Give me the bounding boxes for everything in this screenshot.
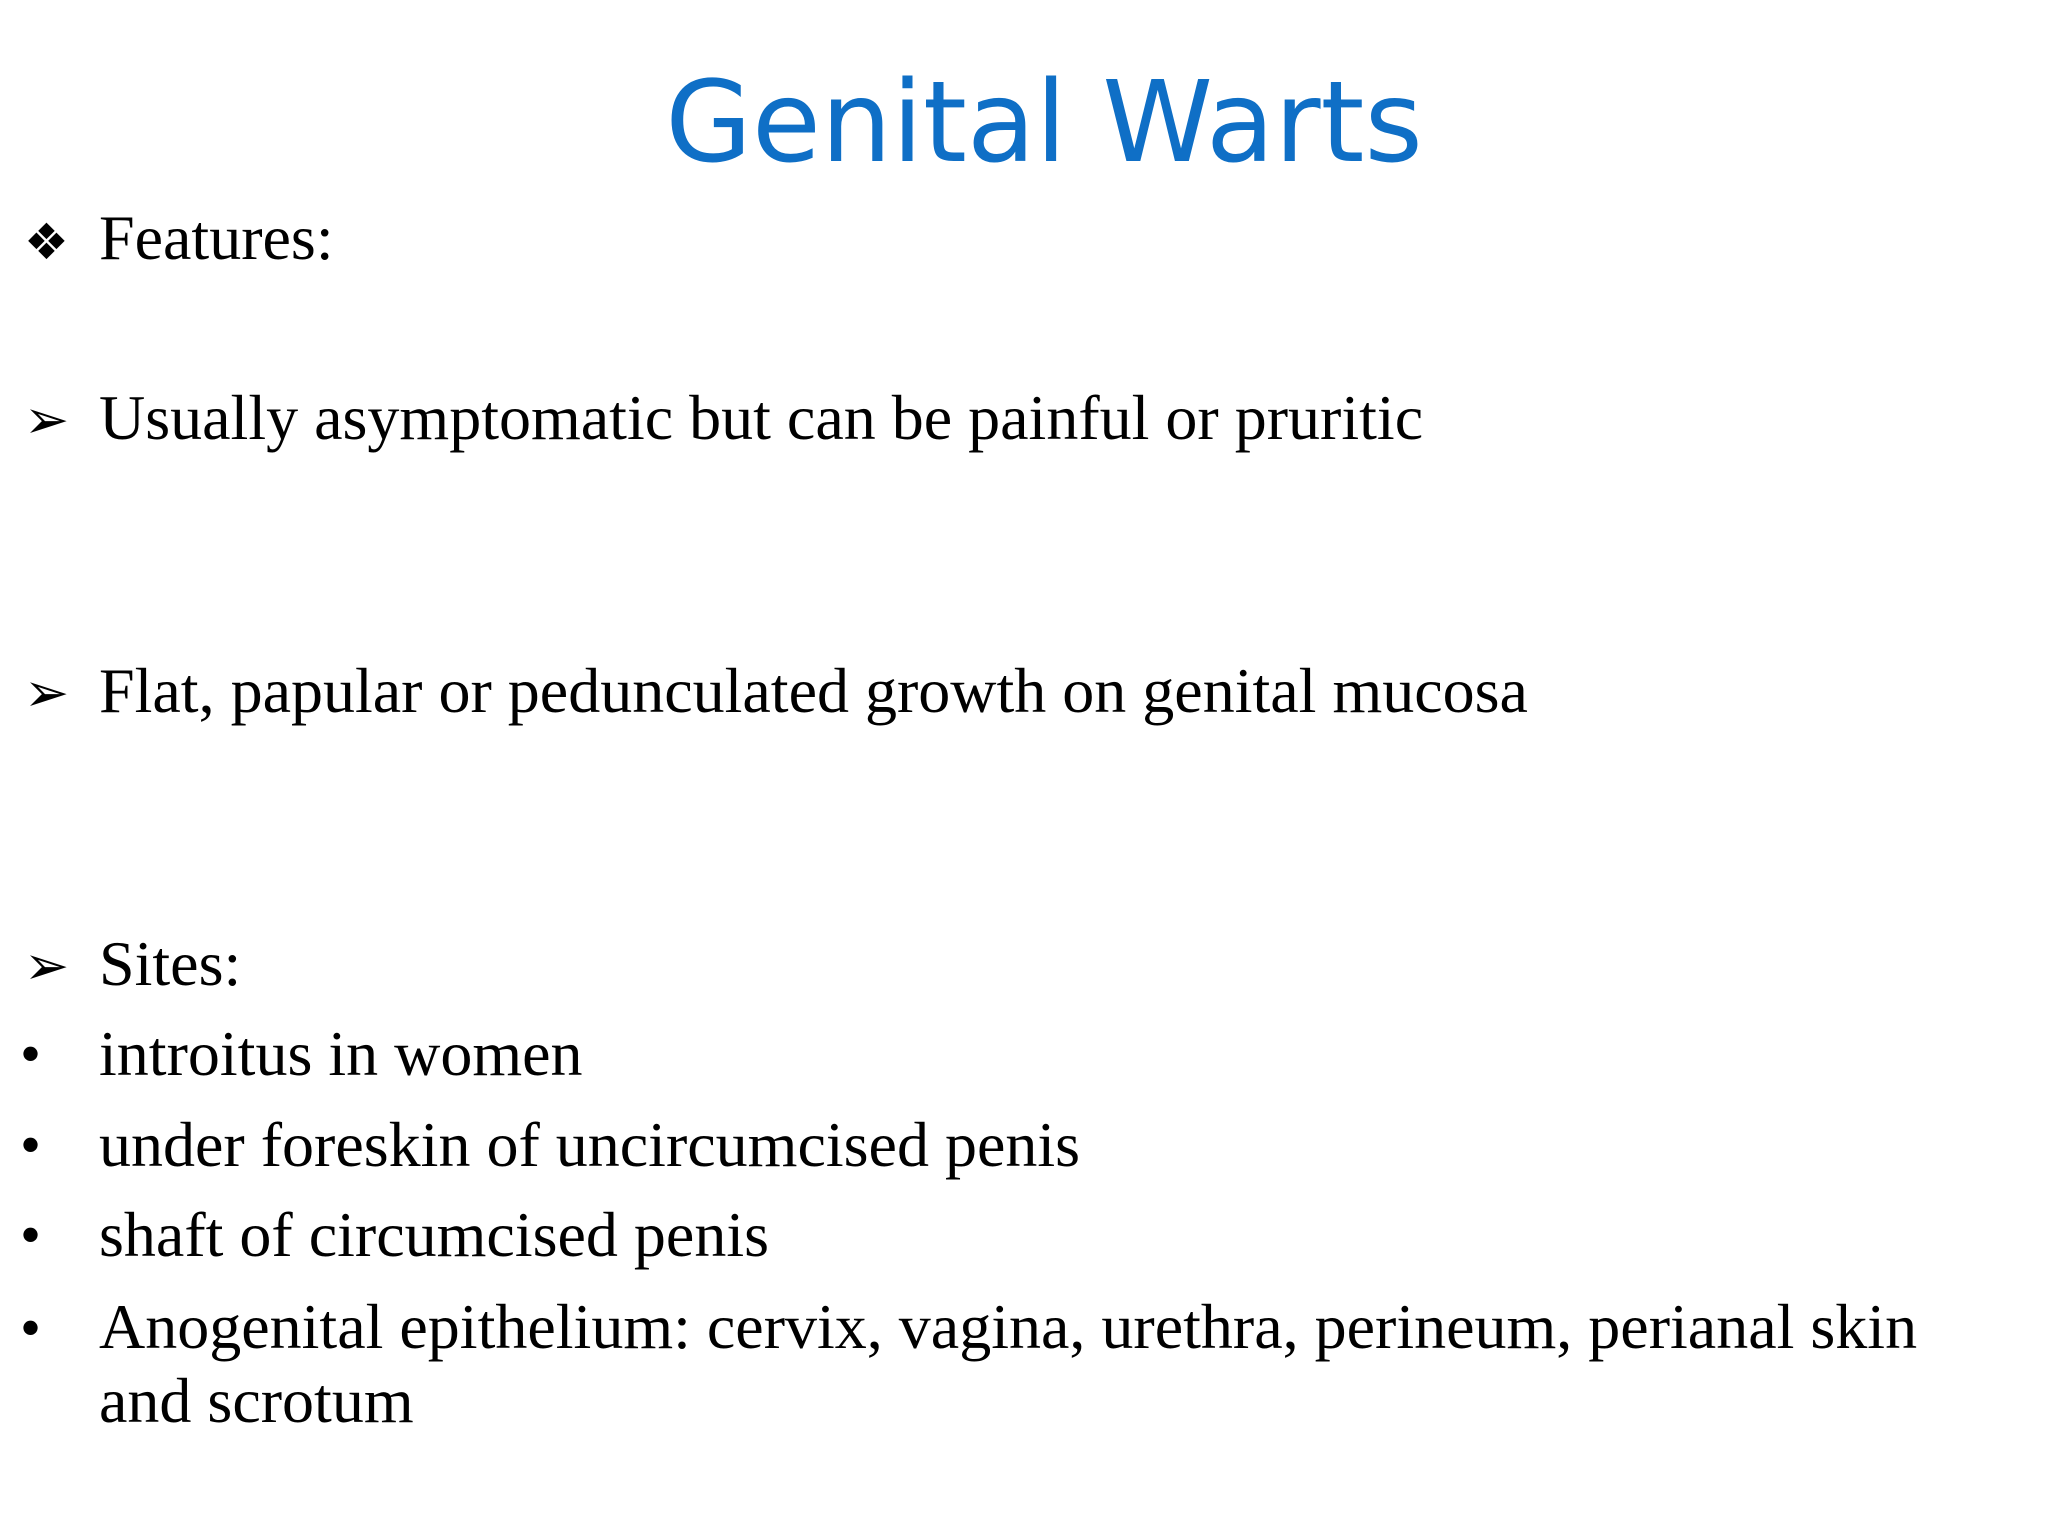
arrowhead-icon: ➢ — [24, 934, 70, 997]
site-item-text: shaft of circumcised penis — [99, 1199, 769, 1270]
arrowhead-icon: ➢ — [24, 388, 70, 451]
slide-title: Genital Warts — [665, 58, 1423, 188]
dot-bullet-icon: • — [20, 1021, 42, 1087]
list-item-text: Flat, papular or pedunculated growth on genital mucosa — [99, 655, 1528, 726]
dot-bullet-icon: • — [20, 1112, 42, 1178]
site-item-text: under foreskin of uncircumcised penis — [99, 1109, 1081, 1180]
site-item-text: Anogenital epithelium: cervix, vagina, urethra, perineum, perianal skin and scrotum — [99, 1291, 1918, 1436]
four-diamond-icon: ❖ — [24, 213, 69, 271]
dot-bullet-icon: • — [20, 1295, 42, 1361]
site-item-text: introitus in women — [99, 1018, 583, 1089]
dot-bullet-icon: • — [20, 1202, 42, 1268]
sites-label: Sites: — [99, 928, 242, 999]
list-item-text: Usually asymptomatic but can be painful or pruritic — [99, 382, 1424, 453]
arrowhead-icon: ➢ — [24, 661, 70, 724]
features-label: Features: — [99, 202, 334, 273]
